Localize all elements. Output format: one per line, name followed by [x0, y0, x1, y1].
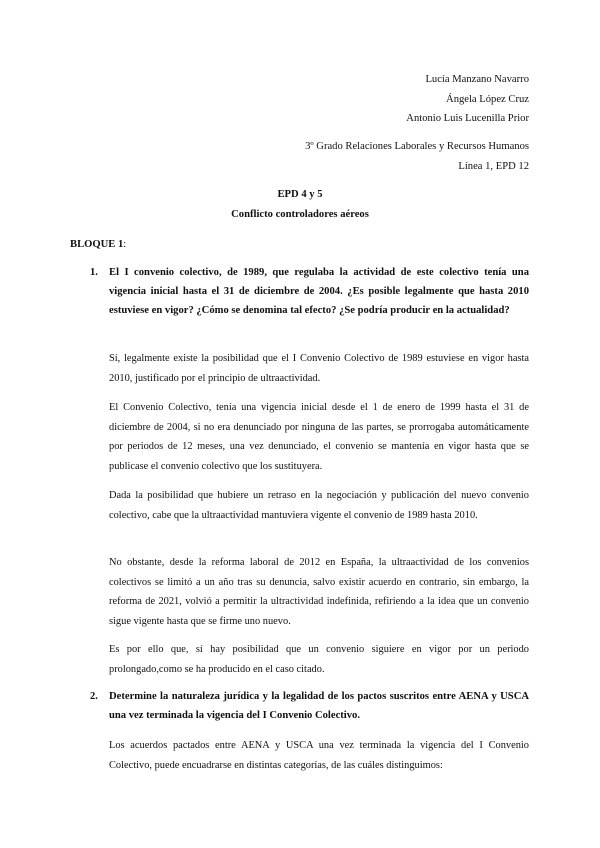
answer-paragraph: Sí, legalmente existe la posibilidad que el I Convenio Colectivo de 1989 estuviese en vigor hasta 2010, justificado por el principio de ultraactividad. — [109, 353, 529, 384]
group-name: Línea 1, EPD 12 — [458, 161, 529, 172]
author-name: Ángela López Cruz — [446, 94, 529, 105]
course-name: 3º Grado Relaciones Laborales y Recursos Humanos — [305, 141, 529, 152]
document-title: EPD 4 y 5 — [277, 189, 323, 200]
document-subtitle: Conflicto controladores aéreos — [231, 209, 369, 220]
question-text: Determine la naturaleza jurídica y la legalidad de los pactos suscritos entre AENA y USCA una vez terminada la vigencia del I Convenio Colectivo. — [109, 691, 529, 721]
question-number: 2. — [90, 691, 98, 702]
answer-paragraph: El Convenio Colectivo, tenía una vigencia inicial desde el 1 de enero de 1999 hasta el 31 de diciembre de 2004, si no era denunciado por ninguna de las partes, se prorrogaba automáticamente por periodos de 12 meses, una vez denunciado, el convenio se mantenía en vigor hasta que se publicase el convenio colectivo que los sustituyera. — [109, 402, 529, 472]
section-colon: : — [123, 239, 127, 250]
answer-paragraph: Los acuerdos pactados entre AENA y USCA una vez terminada la vigencia del I Convenio Colectivo, puede encuadrarse en distintas categorías, de las cuáles distinguimos: — [109, 740, 529, 771]
answer-paragraph: Es por ello que, sí hay posibilidad que un convenio siguiere en vigor por un periodo prolongado,como se ha producido en el caso citado. — [109, 644, 529, 675]
answer-paragraph: No obstante, desde la reforma laboral de 2012 en España, la ultraactividad de los convenios colectivos se limitó a un año tras su denuncia, salvo existir acuerdo en contrario, sin embargo, la reforma de 2021, volvió a permitir la ultractividad indefinida, refiriendo a la idea que un convenio sigue vigente hasta que se firme uno nuevo. — [109, 557, 529, 627]
author-name: Antonio Luis Lucenilla Prior — [406, 113, 529, 124]
section-heading — [70, 239, 126, 250]
question-text: El I convenio colectivo, de 1989, que regulaba la actividad de este colectivo tenía una vigencia inicial hasta el 31 de diciembre de 2004. ¿Es posible legalmente que hasta 2010 estuviese en vigor? ¿Cómo se denomina tal efecto? ¿Se podría producir en la actualidad? — [109, 267, 529, 316]
author-name: Lucía Manzano Navarro — [425, 74, 529, 85]
section-label: BLOQUE 1 — [70, 239, 124, 250]
answer-paragraph: Dada la posibilidad que hubiere un retraso en la negociación y publicación del nuevo convenio colectivo, cabe que la ultraactividad mantuviera vigente el convenio de 1989 hasta 2010. — [109, 490, 529, 521]
question-number: 1. — [90, 267, 98, 278]
